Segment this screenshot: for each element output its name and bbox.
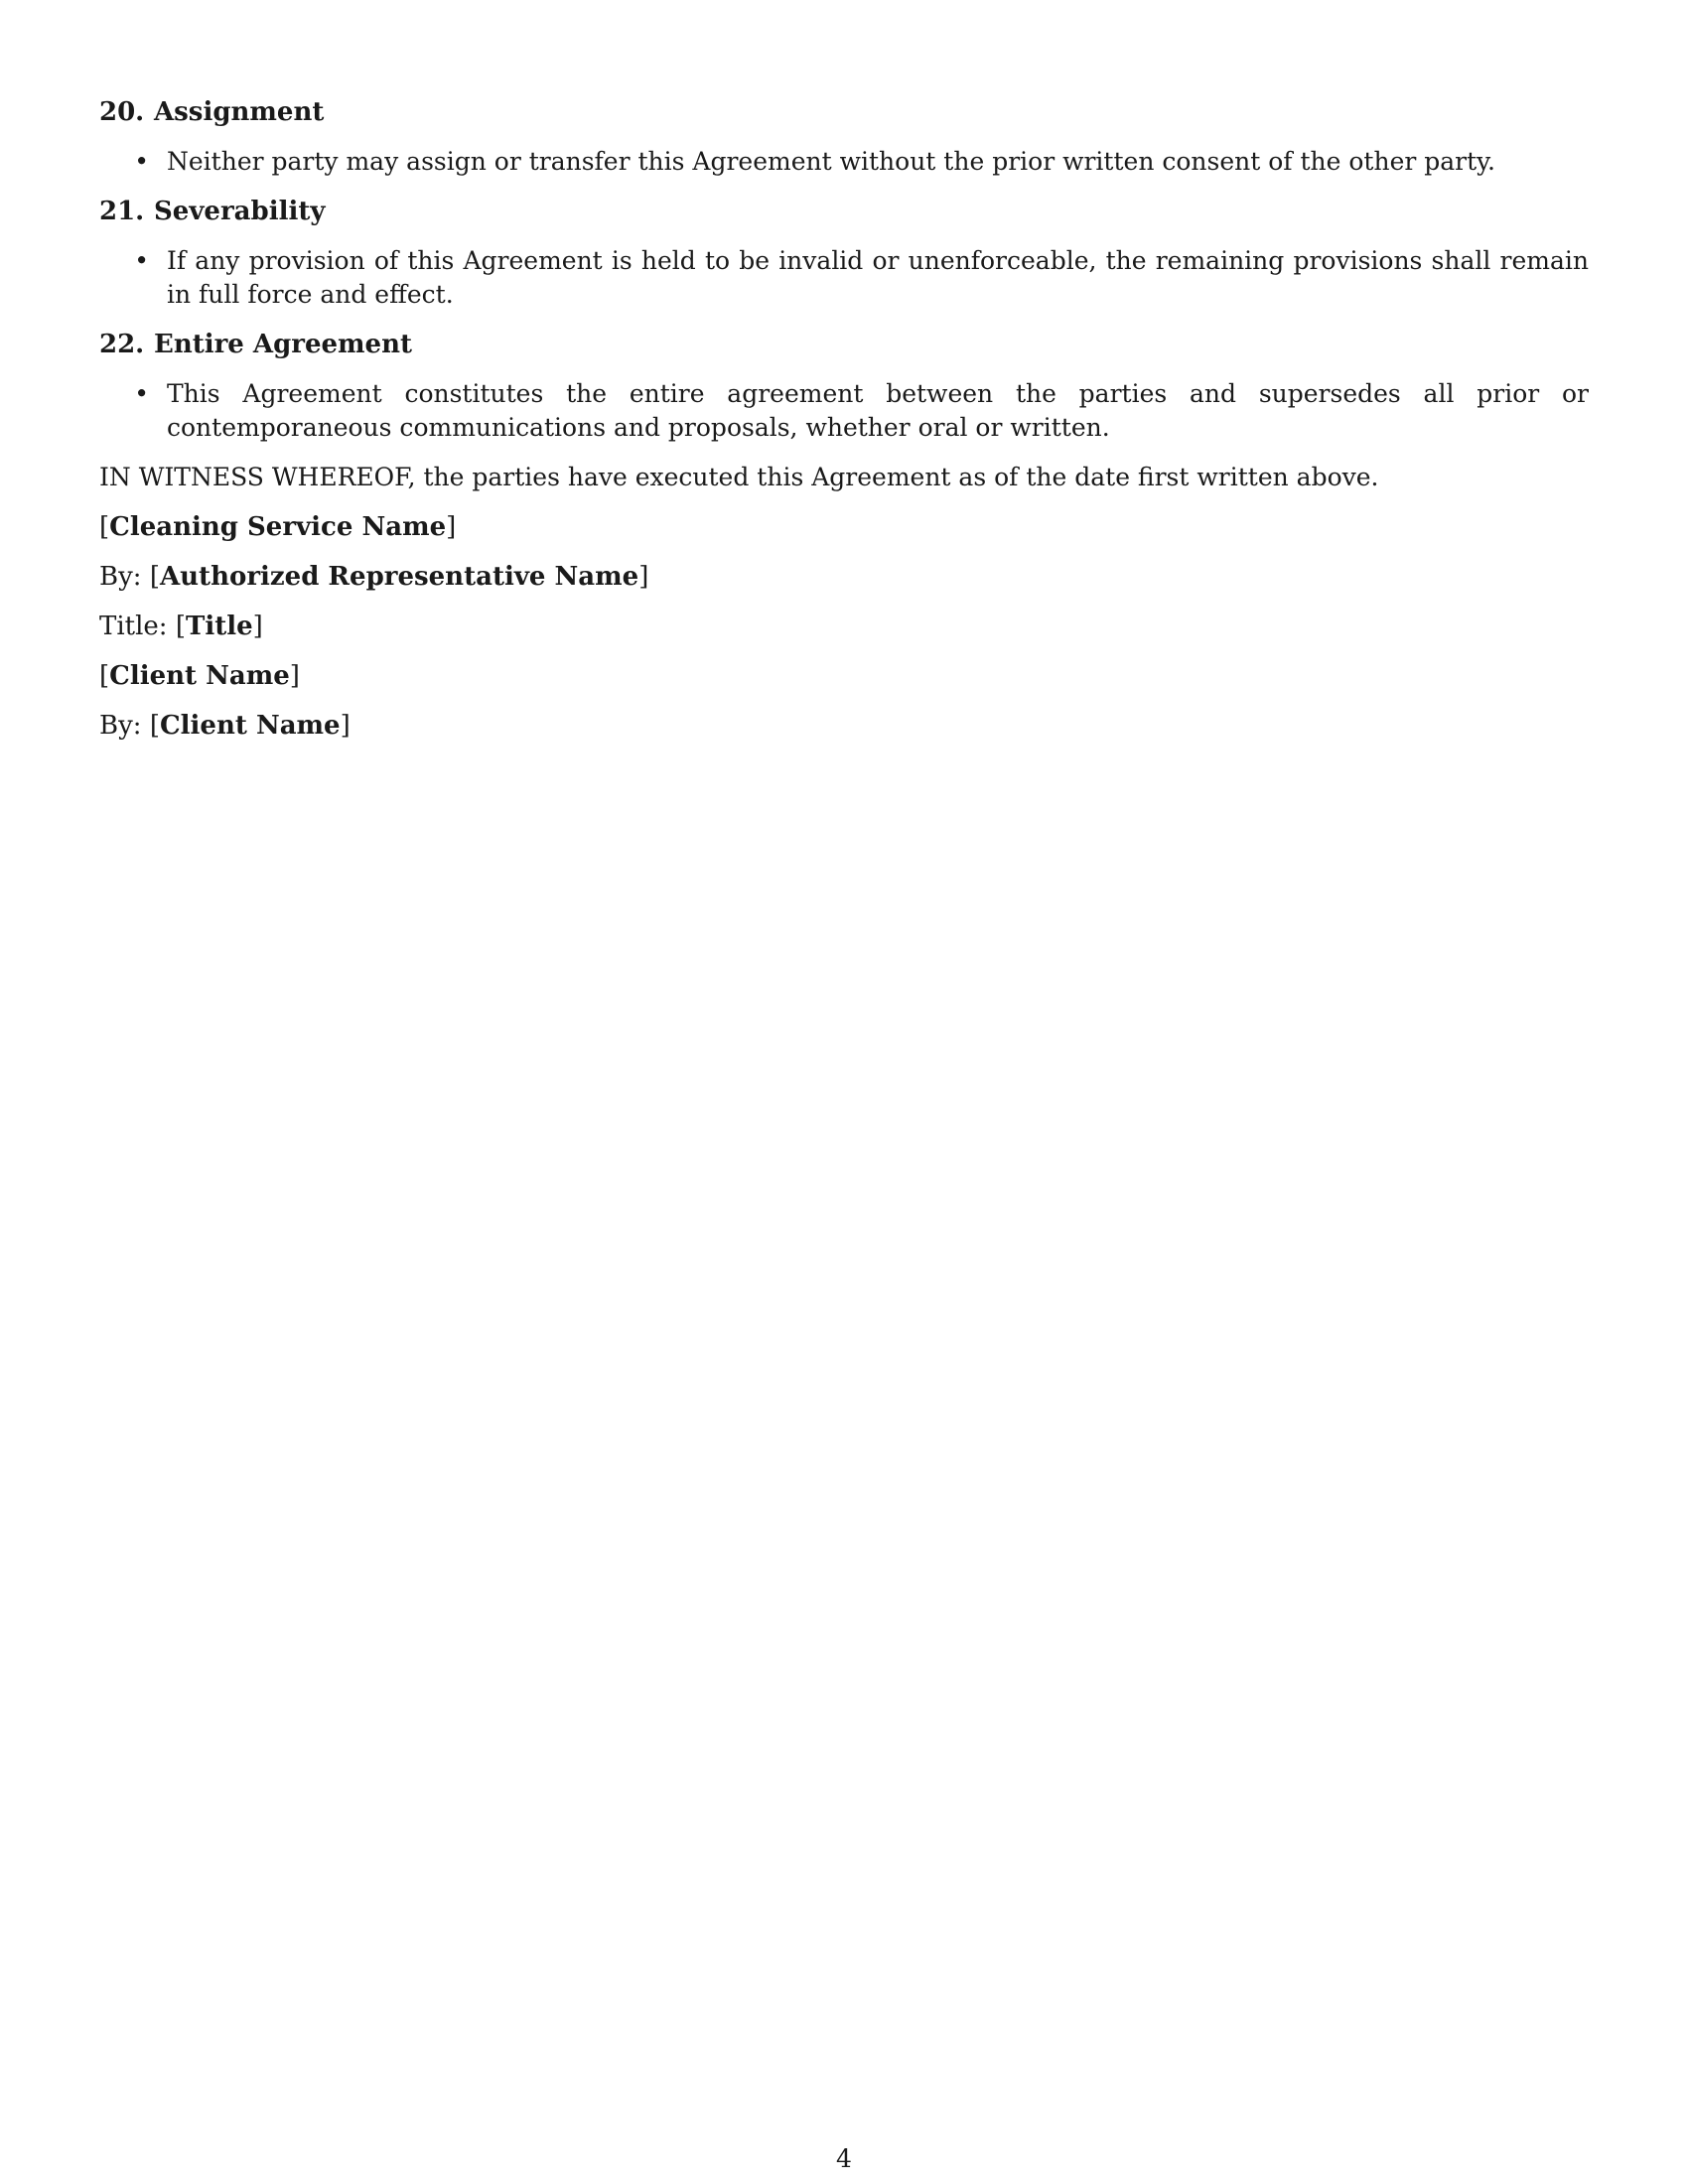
section-assignment: [99, 95, 1589, 179]
section-title: Assignment: [154, 97, 325, 127]
close-bracket: ]: [340, 711, 351, 741]
close-bracket: ]: [446, 512, 457, 542]
open-bracket: [: [149, 562, 160, 592]
section-heading: [99, 328, 1589, 361]
section-heading: [99, 195, 1589, 228]
by-label: By:: [99, 562, 150, 592]
client-by-line: [99, 709, 1589, 743]
section-number: 21.: [99, 197, 145, 226]
document-page: [99, 95, 1589, 758]
service-title-line: [99, 610, 1589, 643]
open-bracket: [: [175, 612, 186, 641]
by-label: By:: [99, 711, 150, 741]
list-item: [99, 244, 1589, 312]
section-title: Severability: [154, 197, 326, 226]
list-item: [99, 145, 1589, 179]
open-bracket: [: [99, 512, 110, 542]
client-name-placeholder: Client Name: [109, 661, 290, 691]
witness-statement: IN WITNESS WHEREOF, the parties have executed this Agreement as of the date first written above.: [99, 463, 1379, 491]
client-name-line: [99, 659, 1589, 693]
bullet-icon: •: [134, 379, 149, 408]
page-number: 4: [836, 2144, 852, 2173]
clause-text: Neither party may assign or transfer this Agreement without the prior written consent of the other party.: [167, 147, 1495, 176]
title-label: Title:: [99, 612, 176, 641]
bullet-icon: •: [134, 246, 149, 275]
service-name-line: [99, 510, 1589, 544]
service-name-placeholder: Cleaning Service Name: [109, 512, 447, 542]
open-bracket: [: [99, 661, 110, 691]
section-severability: [99, 195, 1589, 312]
clause-text: This Agreement constitutes the entire agreement between the parties and supersedes all prior or contemporaneous communications and proposals, whether oral or written.: [167, 379, 1589, 442]
close-bracket: ]: [252, 612, 263, 641]
close-bracket: ]: [289, 661, 300, 691]
list-item: [99, 377, 1589, 445]
section-title: Entire Agreement: [154, 330, 412, 359]
client-signer-placeholder: Client Name: [159, 711, 341, 741]
section-number: 22.: [99, 330, 145, 359]
bullet-icon: •: [134, 147, 149, 176]
clause-text: If any provision of this Agreement is held to be invalid or unenforceable, the remaining provisions shall remain in full force and effect.: [167, 246, 1589, 309]
title-placeholder: Title: [186, 612, 253, 641]
section-number: 20.: [99, 97, 145, 127]
close-bracket: ]: [638, 562, 649, 592]
representative-name-placeholder: Authorized Representative Name: [159, 562, 639, 592]
open-bracket: [: [149, 711, 160, 741]
service-by-line: [99, 560, 1589, 594]
section-entire-agreement: [99, 328, 1589, 445]
section-heading: [99, 95, 1589, 129]
